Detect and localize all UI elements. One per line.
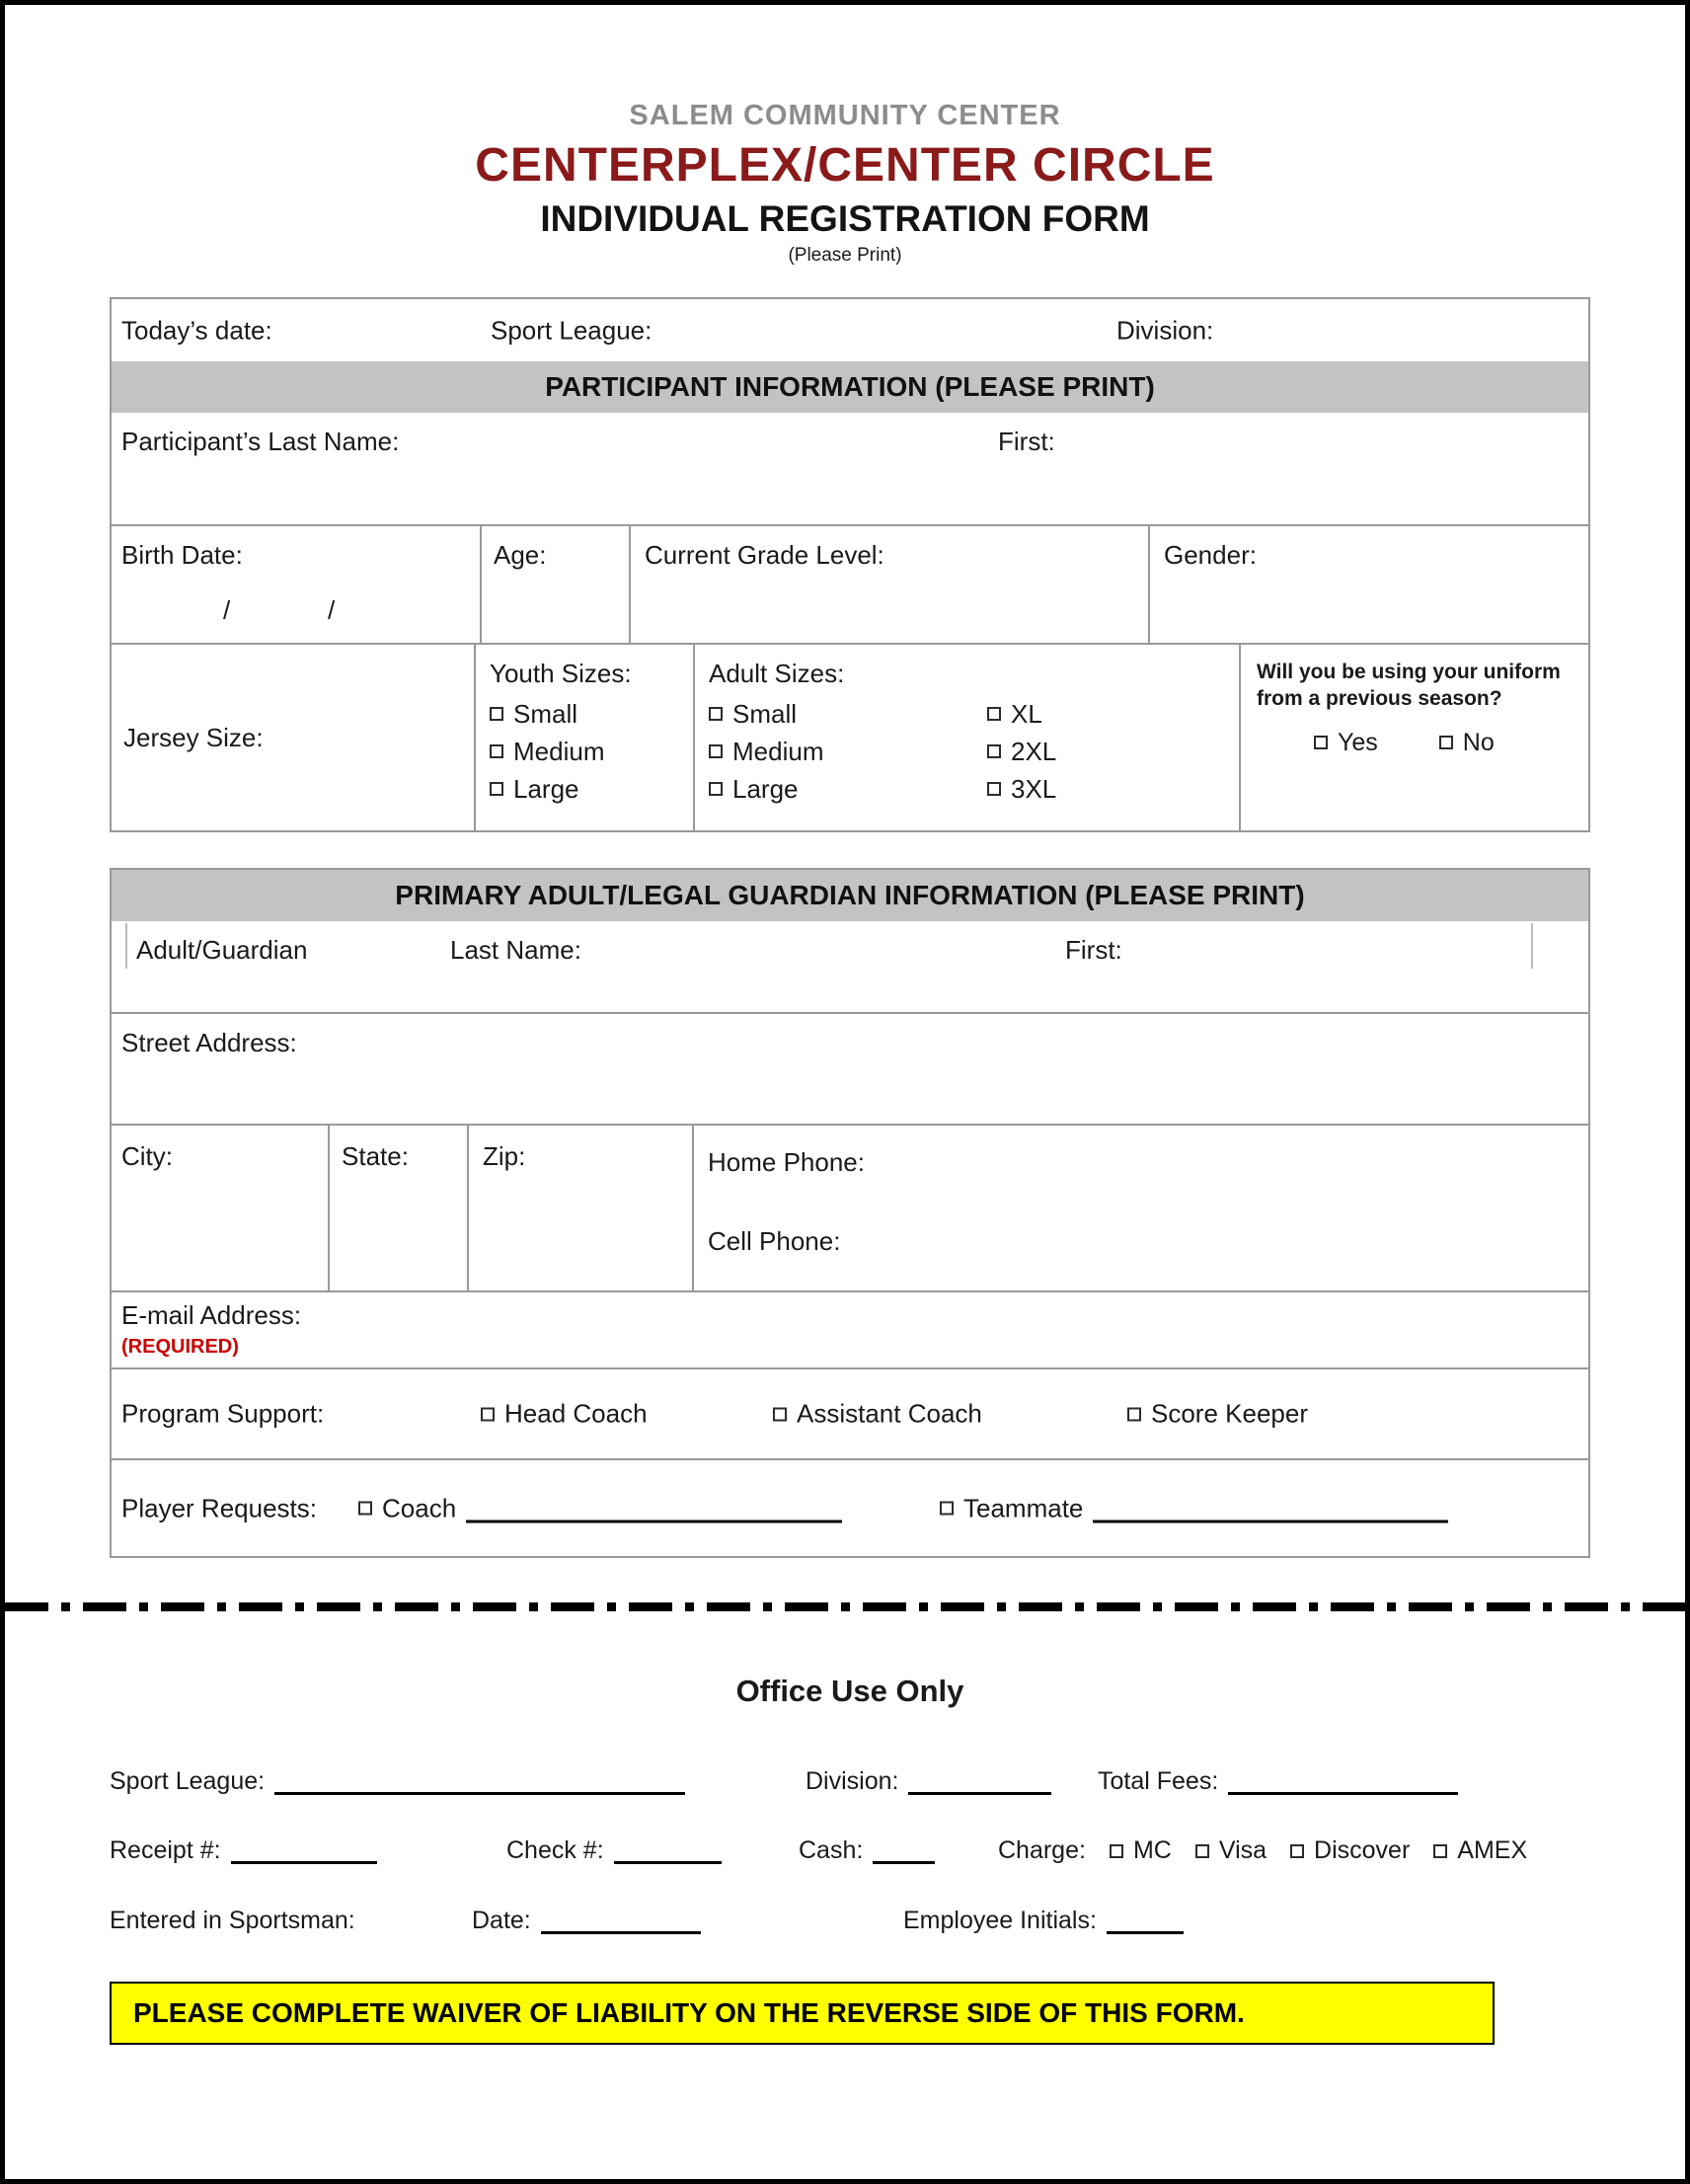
adult-sizes-col2 — [987, 695, 1056, 808]
checkbox-assistant-coach[interactable] — [773, 1399, 982, 1430]
checkbox-label: Score Keeper — [1151, 1398, 1308, 1429]
checkbox-coach-request[interactable] — [358, 1493, 842, 1523]
state-label: State: — [342, 1141, 409, 1171]
office-use-title: Office Use Only — [735, 1674, 964, 1708]
checkbox-label: Yes — [1338, 728, 1378, 756]
checkbox-label: 3XL — [1011, 773, 1057, 804]
guardian-table — [110, 868, 1590, 1558]
cell-phone-label: Cell Phone: — [708, 1226, 841, 1256]
checkbox-icon — [1314, 736, 1328, 749]
checkbox-label: XL — [1011, 698, 1042, 729]
participant-first-label: First: — [998, 427, 1055, 456]
checkbox-icon — [1290, 1844, 1304, 1858]
checkbox-icon — [1439, 736, 1453, 749]
checkbox-icon — [1195, 1844, 1209, 1858]
checkbox-label: Assistant Coach — [797, 1398, 982, 1429]
office-cash-field — [799, 1836, 935, 1865]
birth-date-cell[interactable] — [112, 526, 480, 643]
teammate-request-line[interactable] — [1093, 1494, 1448, 1523]
grade-cell[interactable] — [629, 526, 1148, 643]
participant-last-name-label: Participant’s Last Name: — [121, 427, 400, 456]
waiver-warning-banner — [110, 1982, 1495, 2045]
office-date-line[interactable] — [541, 1909, 701, 1934]
checkbox-icon — [1110, 1844, 1123, 1858]
checkbox-icon — [709, 707, 723, 721]
office-total-fees-field — [1098, 1767, 1458, 1796]
todays-date-label: Today’s date: — [121, 315, 272, 345]
checkbox-adult-xl[interactable] — [987, 695, 1056, 733]
checkbox-icon — [490, 707, 503, 721]
state-cell[interactable] — [328, 1126, 467, 1290]
office-employee-initials-label: Employee Initials: — [903, 1907, 1097, 1934]
checkbox-label: Coach — [382, 1493, 457, 1522]
office-total-fees-label: Total Fees: — [1098, 1767, 1219, 1795]
form-subtitle: INDIVIDUAL REGISTRATION FORM — [540, 198, 1150, 239]
office-employee-initials-line[interactable] — [1107, 1909, 1184, 1934]
participant-name-row[interactable] — [112, 413, 1588, 524]
checkbox-label: Medium — [732, 736, 824, 766]
checkbox-charge-mc[interactable] — [1110, 1836, 1172, 1865]
grade-label: Current Grade Level: — [645, 540, 884, 570]
checkbox-icon — [358, 1502, 372, 1516]
checkbox-adult-small[interactable] — [709, 695, 987, 733]
birth-date-slash: / — [223, 595, 231, 625]
checkbox-charge-amex[interactable] — [1433, 1836, 1527, 1865]
checkbox-label: No — [1462, 728, 1495, 756]
checkbox-label: Discover — [1314, 1836, 1411, 1864]
checkbox-icon — [1127, 1407, 1141, 1421]
waiver-warning-text: PLEASE COMPLETE WAIVER OF LIABILITY ON THE REVERSE SIDE OF THIS FORM. — [133, 1997, 1245, 2028]
youth-sizes-list — [490, 695, 693, 808]
birth-date-label: Birth Date: — [121, 540, 243, 570]
jersey-size-cell — [112, 645, 474, 830]
program-support-label: Program Support: — [121, 1398, 325, 1429]
office-date-label: Date: — [472, 1907, 531, 1934]
email-row[interactable] — [112, 1290, 1588, 1367]
checkbox-label: Small — [513, 698, 578, 729]
jersey-size-row — [112, 643, 1588, 830]
checkbox-adult-large[interactable] — [709, 770, 987, 808]
checkbox-icon — [987, 707, 1001, 721]
cell-divider-tick — [1531, 923, 1533, 969]
email-label: E-mail Address: — [121, 1300, 302, 1330]
street-address-label: Street Address: — [121, 1028, 297, 1057]
checkbox-score-keeper[interactable] — [1127, 1399, 1308, 1430]
checkbox-icon — [987, 782, 1001, 796]
office-division-label: Division: — [806, 1767, 899, 1795]
office-charge-label: Charge: — [998, 1836, 1086, 1864]
checkbox-icon — [490, 782, 503, 796]
checkbox-icon — [1433, 1844, 1447, 1858]
office-employee-initials-field — [903, 1907, 1184, 1935]
checkbox-charge-visa[interactable] — [1195, 1836, 1267, 1865]
jersey-size-label: Jersey Size: — [123, 722, 264, 752]
guardian-section-header: PRIMARY ADULT/LEGAL GUARDIAN INFORMATION (PLEASE PRINT) — [112, 870, 1588, 921]
checkbox-head-coach[interactable] — [481, 1399, 648, 1430]
uniform-question: Will you be using your uniform from a previous season? — [1257, 661, 1561, 711]
guardian-last-name-label: Last Name: — [450, 935, 581, 965]
street-address-row[interactable] — [112, 1012, 1588, 1124]
city-state-zip-phone-row — [112, 1124, 1588, 1290]
player-requests-label: Player Requests: — [121, 1493, 317, 1522]
gender-cell[interactable] — [1148, 526, 1592, 643]
guardian-name-row[interactable] — [112, 921, 1588, 1012]
office-receipt-field — [110, 1836, 377, 1865]
office-use-section — [110, 1674, 1590, 1970]
checkbox-youth-medium[interactable] — [490, 733, 693, 770]
uniform-question-cell — [1239, 645, 1592, 830]
office-receipt-line[interactable] — [231, 1838, 377, 1864]
checkbox-teammate-request[interactable] — [940, 1493, 1448, 1523]
cut-line — [5, 1602, 1685, 1611]
checkbox-icon — [709, 744, 723, 758]
age-label: Age: — [494, 540, 547, 570]
checkbox-label: Large — [513, 773, 579, 804]
checkbox-label: Large — [732, 773, 799, 804]
youth-sizes-cell — [474, 645, 693, 830]
office-division-field — [806, 1767, 1051, 1796]
office-entered-label: Entered in Sportsman: — [110, 1907, 355, 1934]
office-division-line[interactable] — [908, 1769, 1051, 1795]
youth-sizes-label: Youth Sizes: — [490, 659, 632, 688]
birth-date-slash: / — [328, 595, 336, 625]
checkbox-label: Teammate — [963, 1493, 1084, 1522]
office-charge-field — [998, 1836, 1527, 1865]
checkbox-adult-2xl[interactable] — [987, 733, 1056, 770]
guardian-first-label: First: — [1065, 935, 1122, 965]
coach-request-line[interactable] — [466, 1494, 842, 1523]
adult-guardian-label: Adult/Guardian — [136, 935, 308, 965]
gender-label: Gender: — [1164, 540, 1257, 570]
office-sport-league-line[interactable] — [274, 1769, 685, 1795]
cell-divider-tick — [125, 923, 127, 969]
date-league-division-row[interactable] — [112, 299, 1588, 361]
sport-league-label: Sport League: — [491, 315, 653, 345]
checkbox-icon — [490, 744, 503, 758]
checkbox-icon — [773, 1407, 787, 1421]
checkbox-adult-3xl[interactable] — [987, 770, 1056, 808]
form-title: CENTERPLEX/CENTER CIRCLE — [475, 139, 1215, 192]
checkbox-charge-discover[interactable] — [1290, 1836, 1410, 1865]
program-support-row — [112, 1367, 1588, 1458]
participant-section-header: PARTICIPANT INFORMATION (PLEASE PRINT) — [112, 361, 1588, 413]
city-label: City: — [121, 1141, 173, 1171]
checkbox-label: Visa — [1218, 1836, 1268, 1864]
office-date-field — [472, 1907, 701, 1935]
checkbox-icon — [940, 1502, 954, 1516]
office-cash-line[interactable] — [873, 1838, 935, 1864]
checkbox-label: Small — [732, 698, 798, 729]
office-sport-league-label: Sport League: — [110, 1767, 266, 1795]
checkbox-label: 2XL — [1011, 736, 1057, 766]
office-cash-label: Cash: — [799, 1836, 864, 1864]
checkbox-uniform-no[interactable] — [1439, 729, 1495, 757]
please-print-note: (Please Print) — [788, 245, 902, 266]
checkbox-icon — [709, 782, 723, 796]
participant-table — [110, 297, 1590, 832]
checkbox-uniform-yes[interactable] — [1314, 729, 1378, 757]
org-name: SALEM COMMUNITY CENTER — [629, 100, 1061, 131]
office-entered-field — [110, 1907, 355, 1935]
checkbox-youth-large[interactable] — [490, 770, 693, 808]
phone-cell[interactable] — [692, 1126, 1592, 1290]
adult-sizes-col1 — [709, 695, 987, 808]
checkbox-label: Medium — [513, 736, 605, 766]
checkbox-label: Head Coach — [504, 1398, 648, 1429]
office-receipt-label: Receipt #: — [110, 1836, 221, 1864]
email-required-note: (REQUIRED) — [121, 1336, 239, 1358]
checkbox-icon — [481, 1407, 495, 1421]
adult-sizes-label: Adult Sizes: — [709, 659, 845, 688]
checkbox-label: MC — [1132, 1836, 1172, 1864]
office-total-fees-line[interactable] — [1228, 1769, 1458, 1795]
checkbox-adult-medium[interactable] — [709, 733, 987, 770]
home-phone-label: Home Phone: — [708, 1147, 865, 1177]
city-cell[interactable] — [112, 1126, 328, 1290]
adult-sizes-cell — [693, 645, 1239, 830]
office-check-label: Check #: — [506, 1836, 604, 1864]
age-cell[interactable] — [480, 526, 629, 643]
birth-age-grade-gender-row — [112, 524, 1588, 643]
division-label: Division: — [1116, 315, 1214, 345]
office-sport-league-field — [110, 1767, 685, 1796]
checkbox-label: AMEX — [1457, 1836, 1528, 1864]
form-header — [5, 100, 1685, 267]
office-check-field — [506, 1836, 722, 1865]
zip-cell[interactable] — [467, 1126, 692, 1290]
zip-label: Zip: — [483, 1141, 526, 1171]
player-requests-row — [112, 1458, 1588, 1556]
checkbox-youth-small[interactable] — [490, 695, 693, 733]
checkbox-icon — [987, 744, 1001, 758]
office-check-line[interactable] — [614, 1838, 722, 1864]
